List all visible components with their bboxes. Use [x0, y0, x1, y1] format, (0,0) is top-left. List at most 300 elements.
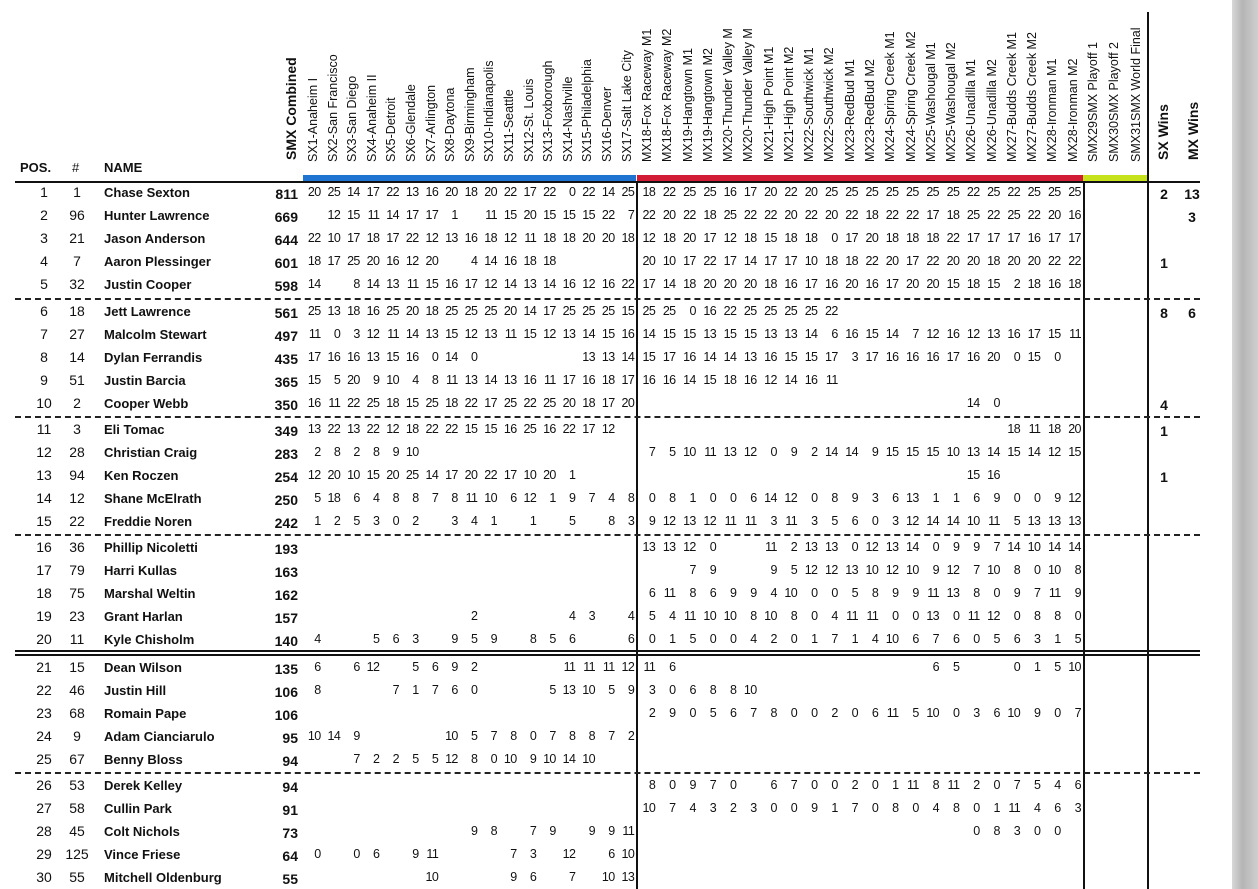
mx-score-cell: 25 — [885, 185, 899, 199]
mx-score-cell: 15 — [865, 327, 879, 341]
mx-score-cell: 13 — [946, 586, 960, 600]
sx-score-cell: 16 — [503, 254, 517, 268]
table-row — [0, 441, 1200, 464]
sx-score-cell: 9 — [451, 632, 458, 646]
mx-score-cell: 9 — [851, 491, 858, 505]
mx-score-cell: 18 — [784, 231, 798, 245]
sx-score-cell: 8 — [373, 445, 380, 459]
mx-score-cell: 7 — [1074, 706, 1081, 720]
sx-score-cell: 7 — [549, 729, 556, 743]
total-points-cell: 283 — [274, 446, 298, 462]
sx-score-cell: 22 — [562, 422, 576, 436]
sx-score-cell: 17 — [327, 254, 341, 268]
mx-score-cell: 18 — [845, 254, 858, 268]
mx-round-header: MX28-Ironman M1 — [1045, 58, 1060, 162]
mx-score-cell: 12 — [743, 445, 757, 459]
mx-score-cell: 18 — [764, 277, 777, 291]
sx-score-cell: 8 — [588, 729, 595, 743]
sx-score-cell: 10 — [523, 468, 537, 482]
mx-score-cell: 10 — [946, 445, 960, 459]
mx-score-cell: 1 — [669, 632, 676, 646]
mx-score-cell: 0 — [1054, 706, 1061, 720]
mx-score-cell: 22 — [743, 208, 757, 222]
sx-score-cell: 15 — [621, 304, 635, 318]
sx-score-cell: 20 — [386, 468, 399, 482]
sx-wins-cell: 1 — [1160, 423, 1168, 439]
sx-score-cell: 14 — [503, 277, 517, 291]
mx-score-cell: 6 — [892, 491, 899, 505]
sx-score-cell: 11 — [583, 660, 595, 674]
sx-score-cell: 14 — [347, 185, 360, 199]
mx-score-cell: 25 — [966, 208, 980, 222]
mx-score-cell: 12 — [703, 514, 717, 528]
sx-score-cell: 8 — [451, 491, 458, 505]
sx-score-cell: 18 — [405, 422, 419, 436]
group-divider — [15, 772, 1200, 774]
sx-score-cell: 11 — [622, 824, 635, 838]
mx-score-cell: 22 — [1047, 254, 1061, 268]
position-cell: 26 — [36, 777, 52, 793]
mx-score-cell: 1 — [892, 778, 899, 792]
mx-score-cell: 0 — [993, 586, 1000, 600]
mx-score-cell: 12 — [764, 373, 777, 387]
sx-score-cell: 8 — [412, 491, 419, 505]
table-row — [0, 866, 1200, 889]
sx-score-cell: 13 — [327, 304, 341, 318]
mx-score-cell: 13 — [926, 609, 940, 623]
total-points-cell: 365 — [274, 374, 298, 390]
total-points-cell: 106 — [274, 707, 298, 723]
mx-score-cell: 14 — [784, 373, 798, 387]
mx-score-cell: 5 — [952, 660, 960, 674]
mx-score-cell: 0 — [689, 706, 696, 720]
mx-score-cell: 8 — [689, 586, 696, 600]
sx-score-cell: 15 — [503, 208, 517, 222]
mx-score-cell: 6 — [729, 706, 737, 720]
total-points-cell: 242 — [274, 515, 298, 531]
sx-score-cell: 13 — [503, 373, 517, 387]
table-row — [0, 679, 1200, 702]
mx-score-cell: 15 — [642, 350, 656, 364]
mx-score-cell: 8 — [993, 824, 1000, 838]
mx-score-cell: 1 — [851, 632, 858, 646]
mx-score-cell: 13 — [703, 327, 717, 341]
position-cell: 1 — [40, 184, 48, 200]
sx-score-cell: 7 — [353, 752, 360, 766]
total-points-cell: 94 — [282, 779, 298, 795]
mx-score-cell: 11 — [886, 706, 899, 720]
sx-score-cell: 2 — [353, 445, 360, 459]
sx-score-cell: 9 — [451, 660, 458, 674]
mx-score-cell: 8 — [1054, 609, 1061, 623]
mx-score-cell: 11 — [704, 445, 717, 459]
mx-score-cell: 20 — [784, 208, 798, 222]
position-cell: 30 — [36, 869, 52, 885]
mx-score-cell: 15 — [743, 327, 757, 341]
mx-score-cell: 14 — [1068, 540, 1081, 554]
mx-score-cell: 0 — [1074, 609, 1081, 623]
sx-score-cell: 4 — [373, 491, 380, 505]
mx-score-cell: 20 — [662, 208, 676, 222]
sx-score-cell: 15 — [307, 373, 321, 387]
mx-score-cell: 16 — [845, 327, 858, 341]
mx-score-cell: 3 — [1034, 632, 1041, 646]
mx-score-cell: 5 — [993, 632, 1000, 646]
mx-score-cell: 15 — [662, 327, 676, 341]
sx-score-cell: 20 — [582, 231, 595, 245]
mx-score-cell: 1 — [831, 801, 838, 815]
mx-score-cell: 16 — [1007, 327, 1021, 341]
sx-score-cell: 5 — [333, 373, 341, 387]
mx-round-header: MX27-Budds Creek M2 — [1025, 32, 1040, 162]
group-divider — [15, 416, 1200, 418]
rider-number-cell: 14 — [69, 349, 85, 365]
mx-score-cell: 5 — [1034, 778, 1041, 792]
table-row — [0, 559, 1200, 582]
total-points-cell: 94 — [282, 753, 298, 769]
sx-round-header: SX4-Anaheim II — [364, 74, 379, 162]
mx-score-cell: 20 — [1027, 254, 1041, 268]
sx-score-cell: 20 — [484, 185, 497, 199]
sx-score-cell: 18 — [543, 231, 556, 245]
table-row — [0, 774, 1200, 797]
rider-name-cell: Justin Barcia — [104, 373, 186, 388]
mx-score-cell: 0 — [952, 609, 960, 623]
mx-score-cell: 7 — [932, 632, 940, 646]
mx-score-cell: 2 — [729, 801, 737, 815]
sx-round-header: SX10-Indianapolis — [482, 60, 497, 162]
mx-score-cell: 0 — [770, 445, 777, 459]
mx-score-cell: 7 — [689, 563, 696, 577]
sx-score-cell: 2 — [373, 752, 380, 766]
mx-score-cell: 16 — [1027, 231, 1041, 245]
sx-score-cell: 2 — [392, 752, 399, 766]
mx-score-cell: 22 — [683, 208, 696, 222]
mx-score-cell: 25 — [946, 185, 960, 199]
mx-score-cell: 14 — [906, 540, 919, 554]
total-points-cell: 157 — [274, 610, 298, 626]
mx-score-cell: 25 — [926, 185, 940, 199]
sx-score-cell: 10 — [445, 729, 458, 743]
sx-score-cell: 25 — [484, 304, 497, 318]
sx-score-cell: 11 — [465, 491, 478, 505]
rider-name-cell: Derek Kelley — [104, 778, 183, 793]
mx-score-cell: 10 — [1007, 706, 1021, 720]
mx-round-header: MX28-Ironman M2 — [1065, 58, 1080, 162]
mx-score-cell: 14 — [642, 327, 656, 341]
mx-score-cell: 20 — [764, 185, 777, 199]
sx-score-cell: 5 — [412, 752, 419, 766]
sx-score-cell: 10 — [425, 870, 439, 884]
mx-score-cell: 13 — [683, 514, 696, 528]
mx-score-cell: 6 — [1054, 801, 1061, 815]
total-header: SMX Combined — [283, 57, 299, 160]
rider-number-cell: 51 — [69, 372, 85, 388]
sx-score-cell: 14 — [543, 277, 556, 291]
mx-score-cell: 16 — [885, 350, 899, 364]
mx-score-cell: 8 — [669, 491, 676, 505]
mx-score-cell: 12 — [885, 563, 899, 577]
mx-score-cell: 12 — [784, 491, 798, 505]
mx-score-cell: 9 — [648, 514, 656, 528]
mx-score-cell: 10 — [743, 683, 757, 697]
table-row — [0, 181, 1200, 204]
sx-score-cell: 12 — [366, 660, 380, 674]
mx-score-cell: 10 — [642, 801, 656, 815]
total-points-cell: 497 — [274, 328, 298, 344]
sx-score-cell: 12 — [621, 660, 635, 674]
sx-score-cell: 8 — [608, 514, 615, 528]
sx-score-cell: 25 — [543, 396, 556, 410]
rider-number-cell: 7 — [73, 253, 81, 269]
mx-score-cell: 17 — [1047, 231, 1061, 245]
mx-score-cell: 0 — [1034, 491, 1041, 505]
mx-score-cell: 3 — [871, 491, 879, 505]
mx-score-cell: 13 — [1047, 514, 1061, 528]
sx-score-cell: 15 — [484, 422, 497, 436]
sx-score-cell: 15 — [386, 350, 399, 364]
sx-score-cell: 6 — [608, 847, 615, 861]
sx-score-cell: 10 — [582, 683, 595, 697]
sx-score-cell: 11 — [446, 373, 458, 387]
sx-score-cell: 11 — [367, 208, 380, 222]
mx-score-cell: 11 — [765, 540, 777, 554]
mx-score-cell: 3 — [892, 514, 899, 528]
rider-name-cell: Dylan Ferrandis — [104, 350, 203, 365]
mx-score-cell: 17 — [764, 254, 777, 268]
mx-score-cell: 6 — [912, 632, 919, 646]
sx-score-cell: 15 — [543, 208, 556, 222]
mx-score-cell: 17 — [662, 350, 676, 364]
mx-score-cell: 0 — [952, 706, 960, 720]
sx-score-cell: 8 — [471, 752, 478, 766]
total-points-cell: 250 — [274, 492, 298, 508]
mx-score-cell: 10 — [764, 609, 777, 623]
mx-score-cell: 0 — [912, 801, 919, 815]
sx-score-cell: 10 — [386, 373, 399, 387]
mx-score-cell: 13 — [743, 350, 757, 364]
mx-score-cell: 8 — [648, 778, 656, 792]
sx-round-header: SX17-Salt Lake City — [619, 50, 634, 162]
sx-score-cell: 9 — [569, 491, 576, 505]
table-row — [0, 656, 1200, 679]
sx-score-cell: 0 — [314, 847, 321, 861]
rider-number-cell: 94 — [69, 467, 85, 483]
total-points-cell: 64 — [282, 848, 298, 864]
sx-score-cell: 2 — [627, 729, 635, 743]
mx-score-cell: 25 — [764, 304, 777, 318]
mx-score-cell: 9 — [1074, 586, 1081, 600]
sx-score-cell: 25 — [307, 304, 321, 318]
mx-score-cell: 5 — [831, 514, 838, 528]
mx-score-cell: 6 — [973, 491, 980, 505]
rider-name-cell: Mitchell Oldenburg — [104, 870, 222, 885]
mx-score-cell: 14 — [683, 373, 696, 387]
sx-score-cell: 18 — [425, 304, 439, 318]
sx-score-cell: 7 — [569, 870, 576, 884]
sx-round-header: SX15-Philadelphia — [580, 59, 595, 162]
sx-score-cell: 1 — [490, 514, 497, 528]
mx-score-cell: 17 — [784, 254, 798, 268]
sx-score-cell: 8 — [627, 491, 635, 505]
sx-score-cell: 13 — [425, 327, 439, 341]
mx-score-cell: 9 — [892, 586, 899, 600]
mx-score-cell: 0 — [1054, 350, 1061, 364]
table-row — [0, 418, 1200, 441]
mx-score-cell: 25 — [703, 185, 717, 199]
mx-score-cell: 12 — [987, 609, 1000, 623]
mx-score-cell: 22 — [865, 254, 879, 268]
sx-score-cell: 25 — [386, 304, 399, 318]
sx-score-cell: 22 — [464, 396, 478, 410]
mx-score-cell: 10 — [987, 563, 1000, 577]
sx-score-cell: 4 — [471, 514, 478, 528]
sx-score-cell: 7 — [392, 683, 399, 697]
mx-score-cell: 18 — [946, 208, 960, 222]
mx-score-cell: 17 — [865, 350, 879, 364]
mx-score-cell: 15 — [784, 350, 798, 364]
mx-score-cell: 3 — [1013, 824, 1021, 838]
mx-round-header: MX23-RedBud M1 — [842, 59, 857, 162]
mx-score-cell: 22 — [723, 304, 737, 318]
sx-wins-cell: 8 — [1160, 305, 1168, 321]
rider-number-cell: 46 — [69, 682, 85, 698]
mx-wins-header: MX Wins — [1185, 101, 1201, 160]
sx-score-cell: 13 — [464, 373, 478, 387]
mx-score-cell: 25 — [683, 185, 696, 199]
position-cell: 22 — [36, 682, 52, 698]
mx-score-cell: 12 — [946, 563, 960, 577]
sx-score-cell: 10 — [582, 752, 595, 766]
sx-score-cell: 4 — [627, 609, 635, 623]
mx-score-cell: 3 — [1074, 801, 1081, 815]
sx-score-cell: 16 — [366, 304, 380, 318]
mx-score-cell: 14 — [1007, 540, 1021, 554]
sx-score-cell: 3 — [373, 514, 380, 528]
mx-score-cell: 8 — [952, 801, 960, 815]
mx-score-cell: 6 — [750, 491, 757, 505]
sx-score-cell: 10 — [405, 445, 419, 459]
mx-score-cell: 18 — [662, 231, 676, 245]
mx-round-header: MX24-Spring Creek M2 — [903, 31, 918, 162]
mx-score-cell: 0 — [729, 491, 737, 505]
sx-score-cell: 10 — [621, 847, 635, 861]
sx-score-cell: 11 — [524, 231, 537, 245]
mx-score-cell: 4 — [1034, 801, 1041, 815]
rider-name-cell: Phillip Nicoletti — [104, 540, 198, 555]
mx-score-cell: 9 — [1034, 706, 1041, 720]
mx-score-cell: 20 — [946, 254, 960, 268]
mx-score-cell: 8 — [750, 609, 757, 623]
table-row — [0, 702, 1200, 725]
total-points-cell: 601 — [274, 255, 298, 271]
mx-score-cell: 12 — [824, 563, 838, 577]
sx-score-cell: 1 — [412, 683, 419, 697]
mx-score-cell: 17 — [642, 277, 656, 291]
mx-score-cell: 15 — [1027, 350, 1041, 364]
mx-score-cell: 10 — [1027, 540, 1041, 554]
sx-score-cell: 10 — [601, 870, 615, 884]
sx-score-cell: 5 — [314, 491, 321, 505]
sx-score-cell: 17 — [464, 277, 478, 291]
mx-score-cell: 7 — [790, 778, 798, 792]
sx-score-cell: 17 — [366, 185, 380, 199]
mx-score-cell: 17 — [703, 231, 717, 245]
mx-score-cell: 12 — [683, 540, 696, 554]
sx-score-cell: 22 — [386, 185, 399, 199]
mx-score-cell: 0 — [669, 683, 676, 697]
sx-score-cell: 2 — [471, 609, 478, 623]
mx-score-cell: 11 — [927, 586, 940, 600]
sx-score-cell: 16 — [621, 327, 635, 341]
position-cell: 16 — [36, 539, 52, 555]
mx-score-cell: 7 — [750, 706, 757, 720]
sx-score-cell: 25 — [601, 304, 615, 318]
mx-score-cell: 18 — [642, 185, 656, 199]
sx-score-cell: 17 — [445, 468, 458, 482]
sx-score-cell: 2 — [314, 445, 321, 459]
sx-score-cell: 12 — [445, 752, 458, 766]
mx-score-cell: 10 — [926, 706, 940, 720]
mx-score-cell: 0 — [770, 801, 777, 815]
mx-score-cell: 5 — [1054, 660, 1061, 674]
sx-score-cell: 20 — [347, 373, 360, 387]
rider-name-cell: Jett Lawrence — [104, 304, 191, 319]
mx-score-cell: 15 — [906, 445, 919, 459]
mx-wins-cell: 13 — [1184, 186, 1200, 202]
sx-score-cell: 11 — [387, 327, 399, 341]
mx-score-cell: 15 — [885, 445, 899, 459]
sx-score-cell: 16 — [445, 277, 458, 291]
mx-score-cell: 20 — [683, 231, 696, 245]
rider-name-cell: Jason Anderson — [104, 231, 206, 246]
mx-score-cell: 15 — [966, 468, 980, 482]
total-points-cell: 55 — [282, 871, 298, 887]
rider-number-cell: 15 — [69, 659, 85, 675]
mx-score-cell: 8 — [831, 491, 838, 505]
sx-score-cell: 16 — [386, 254, 399, 268]
sx-score-cell: 0 — [529, 729, 537, 743]
mx-score-cell: 10 — [1068, 660, 1081, 674]
rider-name-cell: Chase Sexton — [104, 185, 190, 200]
rider-number-cell: 53 — [69, 777, 85, 793]
sx-score-cell: 16 — [425, 185, 439, 199]
mx-score-cell: 0 — [851, 706, 858, 720]
sx-score-cell: 17 — [562, 373, 576, 387]
mx-score-cell: 0 — [871, 514, 879, 528]
mx-score-cell: 9 — [912, 586, 919, 600]
total-points-cell: 106 — [274, 684, 298, 700]
sx-score-cell: 12 — [386, 422, 399, 436]
rider-number-cell: 22 — [69, 513, 85, 529]
sx-score-cell: 8 — [569, 729, 576, 743]
sx-score-cell: 17 — [601, 396, 615, 410]
table-row — [0, 725, 1200, 748]
mx-score-cell: 8 — [1034, 609, 1041, 623]
mx-score-cell: 20 — [926, 277, 940, 291]
sx-score-cell: 8 — [431, 373, 439, 387]
mx-score-cell: 0 — [1034, 824, 1041, 838]
sx-score-cell: 5 — [549, 683, 556, 697]
sx-score-cell: 12 — [543, 327, 556, 341]
rider-name-cell: Dean Wilson — [104, 660, 182, 675]
sx-score-cell: 15 — [523, 327, 537, 341]
mx-score-cell: 10 — [703, 609, 717, 623]
mx-score-cell: 22 — [926, 254, 940, 268]
sx-score-cell: 0 — [569, 185, 576, 199]
sx-score-cell: 13 — [582, 350, 595, 364]
mx-score-cell: 4 — [669, 609, 676, 623]
